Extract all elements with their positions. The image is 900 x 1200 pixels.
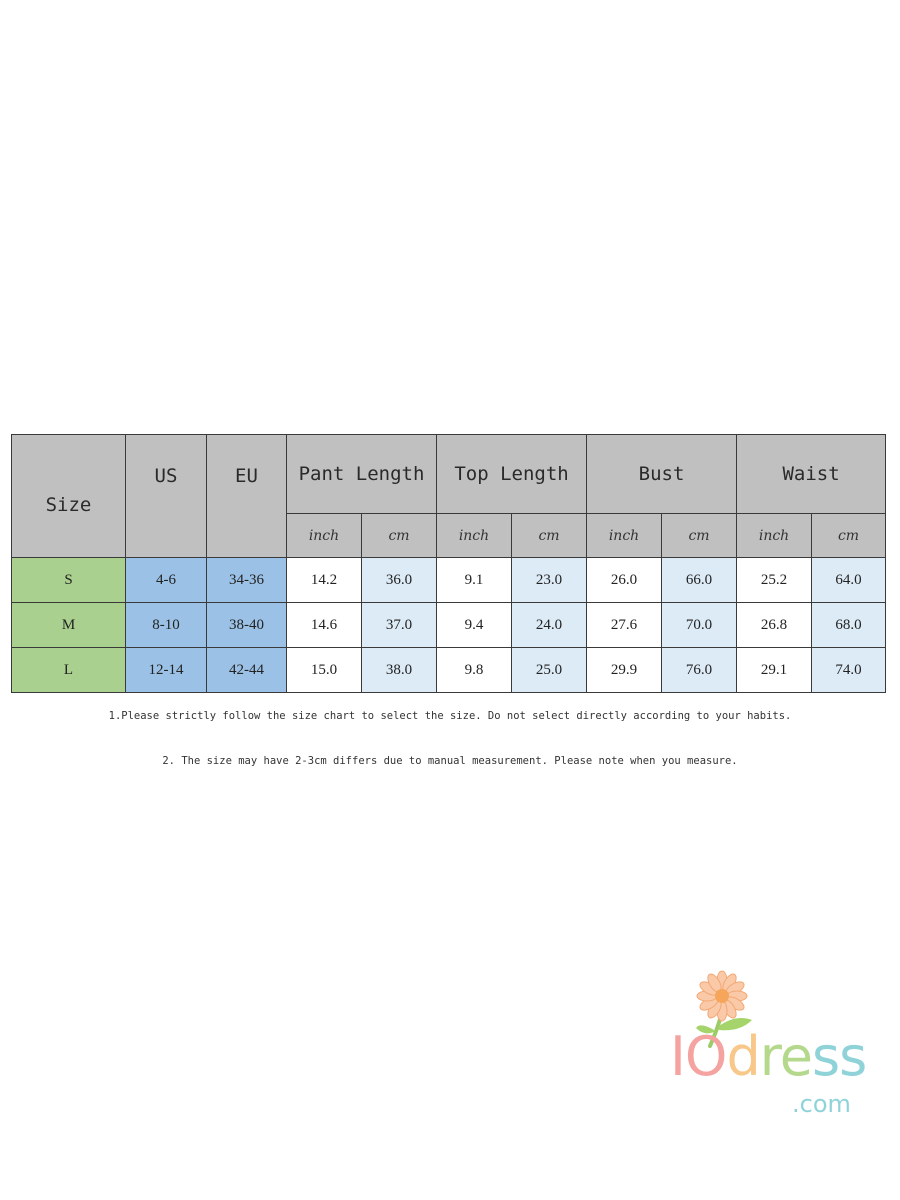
waist-inch: 29.1 <box>737 648 812 693</box>
unit-cm: cm <box>662 514 737 558</box>
waist-cm: 68.0 <box>812 603 886 648</box>
top-length-cm: 23.0 <box>512 558 587 603</box>
header-size: Size <box>12 435 126 558</box>
unit-inch: inch <box>287 514 362 558</box>
unit-inch: inch <box>737 514 812 558</box>
bust-inch: 26.0 <box>587 558 662 603</box>
bust-inch: 29.9 <box>587 648 662 693</box>
table-row <box>12 648 886 693</box>
header-eu: EU <box>207 435 287 558</box>
pant-length-inch: 15.0 <box>287 648 362 693</box>
unit-cm: cm <box>512 514 587 558</box>
header-row <box>12 435 886 514</box>
pant-length-inch: 14.6 <box>287 603 362 648</box>
size-cell: S <box>12 558 126 603</box>
unit-inch: inch <box>437 514 512 558</box>
waist-inch: 25.2 <box>737 558 812 603</box>
header-bust: Bust <box>587 435 737 514</box>
size-note-1: 1.Please strictly follow the size chart to select the size. Do not select directly according to your habits. <box>108 710 792 722</box>
logo-text-part: ss <box>811 1025 867 1088</box>
table-row <box>12 558 886 603</box>
eu-cell: 38-40 <box>207 603 287 648</box>
size-chart-table <box>11 434 886 693</box>
unit-inch: inch <box>587 514 662 558</box>
bust-cm: 66.0 <box>662 558 737 603</box>
unit-cm: cm <box>812 514 886 558</box>
logo-text-part: IO <box>670 1025 727 1088</box>
us-cell: 12-14 <box>126 648 207 693</box>
brand-logo <box>664 970 874 1130</box>
eu-cell: 34-36 <box>207 558 287 603</box>
pant-length-cm: 36.0 <box>362 558 437 603</box>
logo-domain: .com <box>792 1090 851 1118</box>
unit-cm: cm <box>362 514 437 558</box>
pant-length-inch: 14.2 <box>287 558 362 603</box>
us-cell: 8-10 <box>126 603 207 648</box>
bust-cm: 70.0 <box>662 603 737 648</box>
header-top-length: Top Length <box>437 435 587 514</box>
table-row <box>12 603 886 648</box>
waist-cm: 74.0 <box>812 648 886 693</box>
waist-cm: 64.0 <box>812 558 886 603</box>
bust-cm: 76.0 <box>662 648 737 693</box>
top-length-inch: 9.8 <box>437 648 512 693</box>
size-cell: L <box>12 648 126 693</box>
bust-inch: 27.6 <box>587 603 662 648</box>
size-cell: M <box>12 603 126 648</box>
waist-inch: 26.8 <box>737 603 812 648</box>
top-length-cm: 24.0 <box>512 603 587 648</box>
us-cell: 4-6 <box>126 558 207 603</box>
pant-length-cm: 38.0 <box>362 648 437 693</box>
logo-text-part: re <box>759 1025 812 1088</box>
pant-length-cm: 37.0 <box>362 603 437 648</box>
eu-cell: 42-44 <box>207 648 287 693</box>
logo-text-part: d <box>726 1025 760 1088</box>
logo-wordmark <box>670 1025 867 1088</box>
top-length-inch: 9.4 <box>437 603 512 648</box>
size-note-2: 2. The size may have 2-3cm differs due to manual measurement. Please note when you measure. <box>162 755 738 767</box>
header-pant-length: Pant Length <box>287 435 437 514</box>
top-length-cm: 25.0 <box>512 648 587 693</box>
header-us: US <box>126 435 207 558</box>
top-length-inch: 9.1 <box>437 558 512 603</box>
header-waist: Waist <box>737 435 886 514</box>
